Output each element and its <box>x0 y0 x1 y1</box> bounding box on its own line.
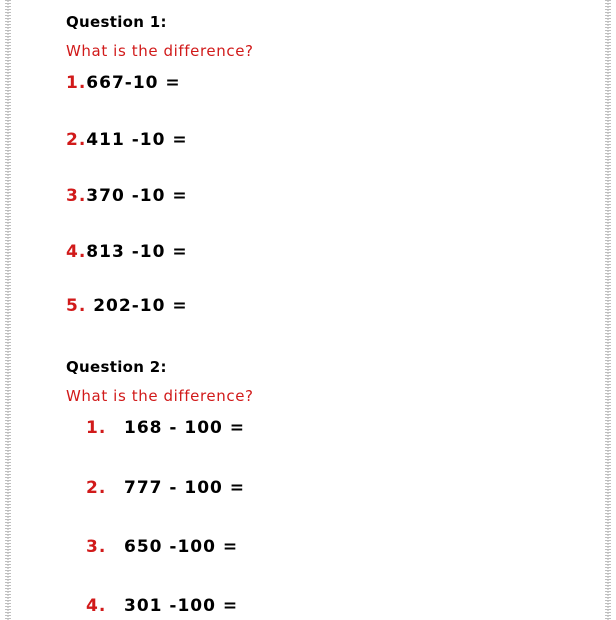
problem-expression: 202-10 = <box>86 296 188 316</box>
problem-expression: 813 -10 = <box>86 242 188 262</box>
problem-number: 1. <box>86 418 107 438</box>
page-border-left <box>5 0 11 620</box>
q1-problem-2 <box>66 130 188 150</box>
problem-number: 1. <box>66 73 87 93</box>
q2-problem-1 <box>86 418 245 438</box>
question-2-instruction: What is the difference? <box>66 387 254 405</box>
question-2-title: Question 2: <box>66 358 167 376</box>
q1-problem-1 <box>66 73 181 93</box>
question-1-instruction: What is the difference? <box>66 42 254 60</box>
problem-number: 3. <box>66 186 87 206</box>
problem-expression: 411 -10 = <box>86 130 188 150</box>
page-border-right <box>605 0 611 620</box>
problem-number: 5. <box>66 296 87 316</box>
problem-expression: 370 -10 = <box>86 186 188 206</box>
problem-expression: 301 -100 = <box>124 596 239 616</box>
q2-problem-2 <box>86 478 245 498</box>
problem-number: 4. <box>86 596 107 616</box>
q1-problem-4 <box>66 242 188 262</box>
problem-number: 4. <box>66 242 87 262</box>
q2-problem-3 <box>86 537 238 557</box>
problem-expression: 168 - 100 = <box>124 418 246 438</box>
problem-expression: 777 - 100 = <box>124 478 246 498</box>
q1-problem-3 <box>66 186 188 206</box>
problem-expression: 650 -100 = <box>124 537 239 557</box>
question-1-title: Question 1: <box>66 13 167 31</box>
problem-expression: 667-10 = <box>86 73 181 93</box>
problem-number: 3. <box>86 537 107 557</box>
q1-problem-5 <box>66 296 188 316</box>
problem-number: 2. <box>66 130 87 150</box>
q2-problem-4 <box>86 596 238 616</box>
problem-number: 2. <box>86 478 107 498</box>
